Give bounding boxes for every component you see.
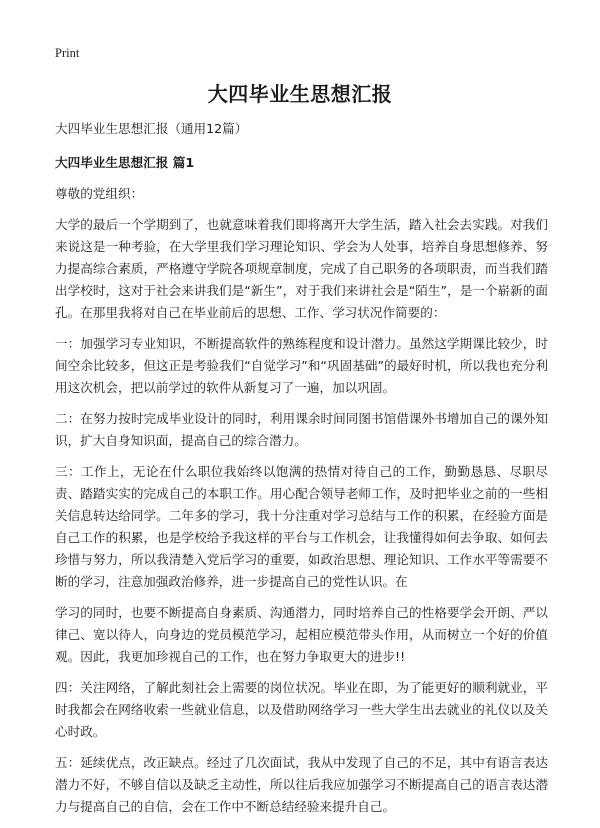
document-title: 大四毕业生思想汇报 bbox=[207, 82, 393, 106]
salutation: 尊敬的党组织： bbox=[55, 186, 144, 201]
paragraph: 大学的最后一个学期到了，也就意味着我们即将离开大学生活，踏入社会去实践。对我们来说这是一种考验，在大学里我们学习理论知识、学会为人处事，培养自身思想修养、努力提高综合素质，严格遵守学院各项规章制度，完成了自己职务的各项职责，而当我们踏出学校时，这对于社会来讲我们是“新生”，对于我们来讲社会是“陌生”，是一个崭新的面孔。在那里我将对自己在毕业前后的思想、工作、学习状况作简要的： bbox=[55, 217, 548, 320]
paragraph: 四：关注网络，了解此刻社会上需要的岗位状况。毕业在即，为了能更好的顺利就业，平时我都会在网络收索一些就业信息，以及借助网络学习一些大学生出去就业的礼仪以及关心时政。 bbox=[55, 680, 548, 739]
paragraph: 学习的同时，也要不断提高自身素质、沟通潜力，同时培养自己的性格要学会开朗、严以律己、宽以待人，向身边的党员模范学习，起相应模范带头作用，从而树立一个好的价值观。因此，我更加珍视自己的工作，也在努力争取更大的进步!! bbox=[55, 605, 548, 664]
paragraph: 五：延续优点，改正缺点。经过了几次面试，我从中发现了自己的不足，其中有语言表达潜力不好，不够自信以及缺乏主动性，所以往后我应加强学习不断提高自己的语言表达潜力与提高自己的自信，会在工作中不断总结经验来提升自己。 bbox=[55, 755, 548, 814]
print-link[interactable]: Print bbox=[55, 46, 80, 60]
paragraph: 一：加强学习专业知识，不断提高软件的熟练程度和设计潜力。虽然这学期课比较少，时间空余比较多，但这正是考验我们“自觉学习”和“巩固基础”的最好时机，所以我也充分利用这次机会，把以前学过的软件从新复习了一遍，加以巩固。 bbox=[55, 336, 548, 395]
document-body bbox=[55, 118, 548, 827]
section-heading: 大四毕业生思想汇报 篇1 bbox=[55, 155, 195, 170]
paragraph: 三：工作上，无论在什么职位我始终以饱满的热情对待自己的工作，勤勤恳恳、尽职尽责、踏踏实实的完成自己的本职工作。用心配合领导老师工作，及时把毕业之前的一些相关信息转达给同学。二年多的学习，我十分注重对学习总结与工作的积累，在经验方面是自己工作的积累，也是学校给予我这样的平台与工作机会，让我懂得如何去争取、如何去珍惜与努力，所以我清楚入党后学习的重要，如政治思想、理论知识、工作水平等需要不断的学习，注意加强政治修养，进一步提高自己的党性认识。在 bbox=[55, 464, 548, 589]
paragraph: 二：在努力按时完成毕业设计的同时，利用课余时间同图书馆借课外书增加自己的课外知识，扩大自身知识面，提高自己的综合潜力。 bbox=[55, 411, 548, 448]
document-subtitle: 大四毕业生思想汇报（通用12篇） bbox=[55, 121, 248, 136]
